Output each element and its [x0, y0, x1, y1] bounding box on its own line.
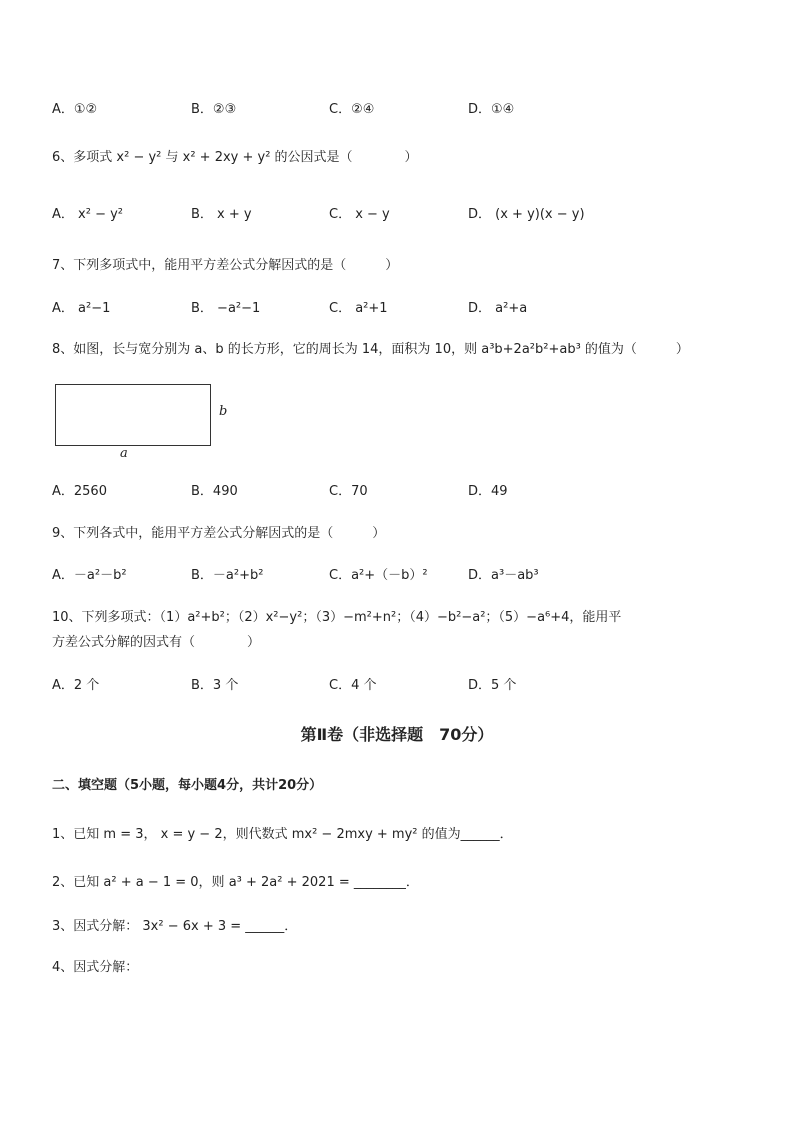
q5-option-b: B．②③	[191, 102, 237, 117]
q5-option-c: C．②④	[329, 102, 375, 117]
q10-option-d: D．5 个	[468, 678, 517, 693]
fill-question-2: 2、已知 a² + a − 1 = 0，则 a³ + 2a² + 2021 = ________．	[52, 875, 419, 890]
q6-options	[52, 205, 752, 225]
q5-option-d: D．①④	[468, 102, 515, 117]
q7-options	[52, 299, 752, 319]
q9-stem: 9、下列各式中，能用平方差公式分解因式的是（ ）	[52, 526, 386, 541]
q5-options	[52, 100, 752, 120]
q8-stem: 8、如图，长与宽分别为 a、b 的长方形，它的周长为 14，面积为 10，则 a³b+2a²b²+ab³ 的值为（ ）	[52, 342, 689, 357]
fill-question-3: 3、因式分解： 3x² − 6x + 3 = ______．	[52, 919, 298, 934]
figure-label-b: b	[219, 404, 228, 419]
rectangle-figure	[55, 384, 211, 446]
q7-option-a: A． a²−1	[52, 301, 111, 316]
q7-option-d: D． a²+a	[468, 301, 528, 316]
q10-option-b: B．3 个	[191, 678, 239, 693]
q10-stem-line2: 方差公式分解的因式有（ ）	[52, 635, 261, 650]
q10-stem-line1: 10、下列多项式：（1）a²+b²；（2）x²−y²；（3）−m²+n²；（4）−b²−a²；（5）−a⁶+4，能用平	[52, 610, 622, 625]
q6-option-c: C． x − y	[329, 207, 390, 222]
q8-options	[52, 482, 752, 502]
q10-option-a: A．2 个	[52, 678, 100, 693]
q8-option-d: D．49	[468, 484, 508, 499]
q9-option-c: C．a²+（－b）²	[329, 568, 428, 583]
fill-question-1: 1、已知 m = 3， x = y − 2，则代数式 mx² − 2mxy + my² 的值为______．	[52, 827, 513, 842]
q9-option-a: A．－a²－b²	[52, 568, 127, 583]
q10-option-c: C．4 个	[329, 678, 377, 693]
q7-option-c: C． a²+1	[329, 301, 388, 316]
fill-question-4: 4、因式分解：	[52, 960, 139, 975]
q9-option-b: B．－a²+b²	[191, 568, 264, 583]
q9-option-d: D．a³－ab³	[468, 568, 539, 583]
q8-option-c: C．70	[329, 484, 368, 499]
q6-option-b: B． x + y	[191, 207, 252, 222]
q10-options	[52, 676, 752, 696]
q8-option-a: A．2560	[52, 484, 107, 499]
figure-label-a: a	[120, 446, 128, 461]
q5-option-a: A．①②	[52, 102, 98, 117]
section-title: 第Ⅱ卷（非选择题 70分）	[300, 725, 494, 744]
q7-option-b: B． −a²−1	[191, 301, 261, 316]
q7-stem: 7、下列多项式中，能用平方差公式分解因式的是（ ）	[52, 258, 399, 273]
q8-option-b: B．490	[191, 484, 238, 499]
q6-option-d: D． (x + y)(x − y)	[468, 207, 585, 222]
fill-in-heading: 二、填空题（5小题，每小题4分，共计20分）	[52, 778, 323, 793]
q6-stem: 6、多项式 x² − y² 与 x² + 2xy + y² 的公因式是（ ）	[52, 150, 418, 165]
q6-option-a: A． x² − y²	[52, 207, 123, 222]
q9-options	[52, 566, 752, 586]
